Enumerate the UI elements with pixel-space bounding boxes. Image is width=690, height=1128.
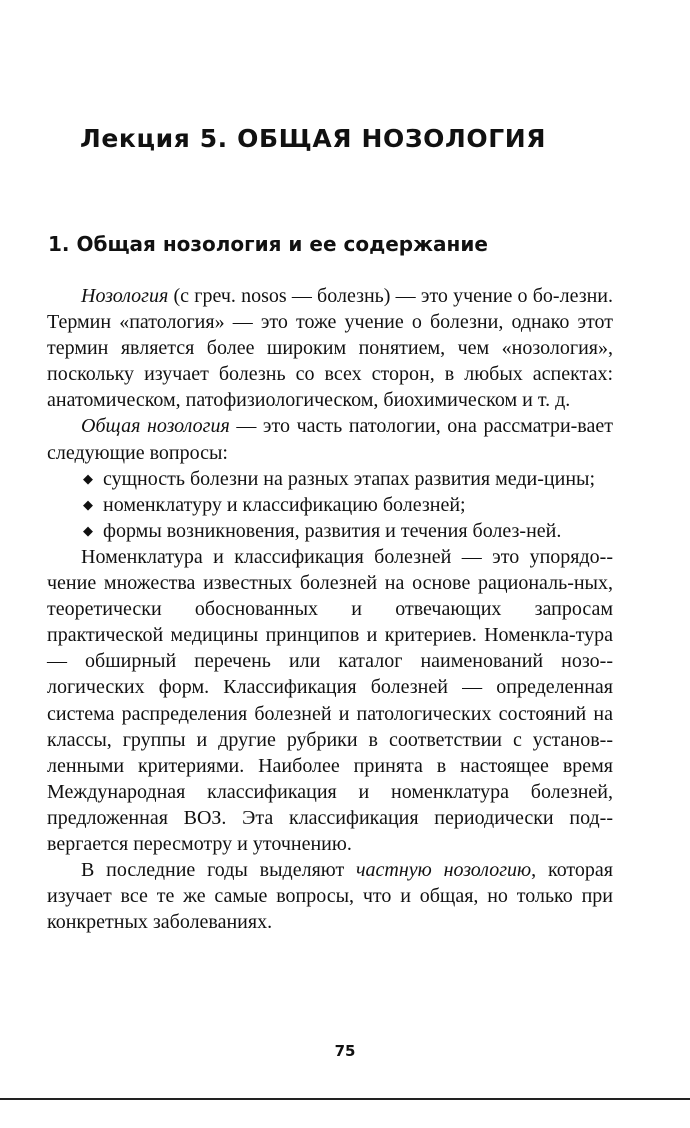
diamond-bullet-icon: ◆ bbox=[83, 470, 93, 486]
diamond-bullet-icon: ◆ bbox=[83, 522, 93, 538]
paragraph-specific-nosology bbox=[47, 857, 613, 935]
term-specific-nosology: частную нозологию bbox=[356, 859, 532, 882]
paragraph-text: — это часть патологии, она рассматри-вает следующие вопросы: bbox=[47, 415, 613, 464]
paragraph-nosology-definition bbox=[47, 283, 613, 413]
paragraph-text: , которая изучает все те же самые вопросы, что и общая, но только при конкретных заболеваниях. bbox=[47, 859, 613, 934]
page-bottom-edge bbox=[0, 1098, 690, 1100]
list-item-text: формы возникновения, развития и течения болез-ней. bbox=[103, 519, 562, 542]
list-item bbox=[81, 518, 613, 544]
paragraph-general-nosology bbox=[47, 413, 613, 465]
page-number: 75 bbox=[334, 1042, 356, 1060]
paragraph-nomenclature: Номенклатура и классификация болезней — это упорядо-чение множества известных болезней на основе рациональ-ных, теоретически обоснованных и отвечающих запросам практической медицины принципов и критериев. Номенкла-тура — обширный перечень или каталог наименований нозо-логических форм. Классификация болезней — определенная система распределения болезней и патологических состояний на классы, группы и другие рубрики в соответствии с установ-ленными критериями. Наиболее принята в настоящее время Международная классификация и номенклатура болезней, предложенная ВОЗ. Эта классификация периодически под-вергается пересмотру и уточнению. bbox=[47, 545, 613, 855]
list-item-text: номенклатуру и классификацию болезней; bbox=[103, 493, 466, 516]
list-item bbox=[81, 466, 613, 492]
bullet-list bbox=[47, 466, 613, 544]
paragraph-text: В последние годы выделяют bbox=[81, 859, 357, 882]
list-item bbox=[81, 492, 613, 518]
term-general-nosology: Общая нозология bbox=[81, 415, 230, 438]
list-item-text: сущность болезни на разных этапах развития меди-цины; bbox=[103, 467, 596, 490]
body-text bbox=[47, 283, 613, 935]
lecture-title: Лекция 5. ОБЩАЯ НОЗОЛОГИЯ bbox=[80, 124, 547, 153]
term-nosology: Нозология bbox=[81, 285, 169, 307]
diamond-bullet-icon: ◆ bbox=[83, 496, 93, 512]
section-title: 1. Общая нозология и ее содержание bbox=[48, 232, 488, 256]
paragraph-text: (с греч. nosos — болезнь) — это учение о бо-лезни. Термин «патология» — это тоже учение о болезни, однако этот термин является более широким понятием, чем «нозология», поскольку изучает болезнь со всех сторон, в любых аспектах: анатомическом, патофизиологическом, биохимическом и т. д. bbox=[47, 285, 613, 412]
